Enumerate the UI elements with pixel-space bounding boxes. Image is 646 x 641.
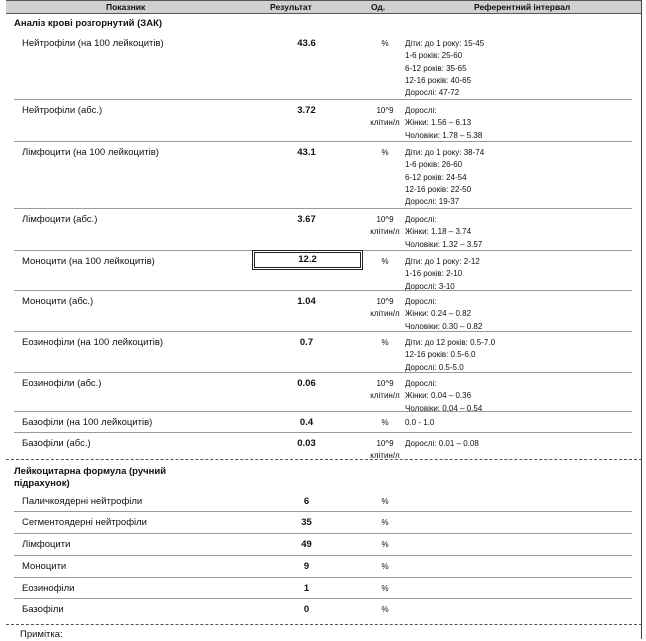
indicator-name: Еозинофіли (на 100 лейкоцитів) [22,337,164,348]
result-value: 1 [303,583,310,594]
table-row [14,411,632,433]
table-row [14,32,632,100]
section-title-cbc: Аналіз крові розгорнутий (ЗАК) [14,18,163,29]
result-value: 9 [303,561,310,572]
reference-interval: Діти: до 1 року: 15-45 1-6 років: 25-60 6-12 років: 35-65 12-16 років: 40-65 Дорослі: 47-72 [405,39,485,98]
table-row [14,141,632,209]
header-result: Результат [270,2,312,12]
header-indicator: Показник [106,2,146,12]
table-row [14,208,632,251]
unit: 10^9 клітин/л [370,215,400,236]
right-border [641,0,642,639]
table-row [14,372,632,412]
header-unit: Од. [371,2,386,12]
indicator-name: Еозинофіли (абс.) [22,378,102,389]
table-row [14,511,632,534]
header-reference: Референтний інтервал [474,2,571,12]
unit: % [381,497,389,506]
unit: % [381,148,389,157]
note-label: Примітка: [20,629,63,640]
result-value: 3.67 [297,214,316,225]
reference-interval: Дорослі: Жінки: 1.56 – 6.13 Чоловіки: 1.78 – 5.38 [405,106,483,140]
result-value-highlighted: 12.2 [254,252,361,268]
indicator-name: Моноцити [22,561,67,572]
unit: 10^9 клітин/л [370,106,400,127]
result-value: 0.03 [297,438,316,449]
unit: 10^9 клітин/л [370,379,400,400]
table-row [14,490,632,512]
reference-interval: Дорослі: Жінки: 1.18 – 3.74 Чоловіки: 1.32 – 3.57 [405,215,483,249]
result-value: 0 [303,604,310,615]
table-row [14,99,632,142]
result-value: 43.6 [297,38,316,49]
section-divider [6,624,642,625]
indicator-name: Базофіли (абс.) [22,438,91,449]
reference-interval: Діти: до 1 року: 38-74 1-6 років: 26-60 6-12 років: 24-54 12-16 років: 22-50 Дорослі: 19-37 [405,148,485,207]
table-row [14,598,632,620]
indicator-name: Базофіли (на 100 лейкоцитів) [22,417,153,428]
indicator-name: Моноцити (абс.) [22,296,94,307]
section-title-formula: Лейкоцитарна формула (ручний підрахунок) [14,466,167,489]
unit: % [381,605,389,614]
unit: % [381,540,389,549]
indicator-name: Лімфоцити (на 100 лейкоцитів) [22,147,159,158]
reference-interval: Діти: до 1 року: 2-12 1-16 років: 2-10 Дорослі: 3-10 [405,257,480,291]
unit: % [381,39,389,48]
unit: % [381,562,389,571]
result-value: 3.72 [297,105,316,116]
indicator-name: Нейтрофіли (абс.) [22,105,103,116]
indicator-name: Паличкоядерні нейтрофіли [22,496,143,507]
table-row [14,331,632,373]
reference-interval: Дорослі: 0.01 – 0.08 [405,439,479,448]
result-value: 0.7 [299,337,314,348]
indicator-name: Лімфоцити (абс.) [22,214,98,225]
unit: % [381,518,389,527]
table-header [6,0,642,14]
indicator-name: Лімфоцити [22,539,71,550]
table-row [14,290,632,332]
table-row [14,432,632,459]
unit: 10^9 клітин/л [370,297,400,318]
table-row [14,555,632,578]
unit: % [381,257,389,266]
result-value: 35 [301,517,312,528]
unit: % [381,418,389,427]
unit: % [381,584,389,593]
result-value: 1.04 [297,296,316,307]
result-value: 43.1 [297,147,316,158]
indicator-name: Моноцити (на 100 лейкоцитів) [22,256,155,267]
table-row [14,250,632,291]
reference-interval: 0.0 - 1.0 [405,418,435,427]
indicator-name: Нейтрофіли (на 100 лейкоцитів) [22,38,164,49]
table-row [14,533,632,556]
reference-interval: Дорослі: Жінки: 0.04 – 0.36 Чоловіки: 0.04 – 0.54 [405,379,483,413]
unit: % [381,338,389,347]
unit: 10^9 клітин/л [370,439,400,460]
section-divider [6,459,642,460]
indicator-name: Еозинофіли [22,583,75,594]
indicator-name: Базофіли [22,604,64,615]
result-value: 0.06 [297,378,316,389]
result-value: 49 [301,539,312,550]
indicator-name: Сегментоядерні нейтрофіли [22,517,147,528]
result-value: 6 [303,496,310,507]
reference-interval: Дорослі: Жінки: 0.24 – 0.82 Чоловіки: 0.30 – 0.82 [405,297,483,331]
reference-interval: Діти: до 12 років: 0.5-7.0 12-16 років: 0.5-6.0 Дорослі: 0.5-5.0 [405,338,496,372]
table-row [14,577,632,599]
result-value: 0.4 [299,417,314,428]
